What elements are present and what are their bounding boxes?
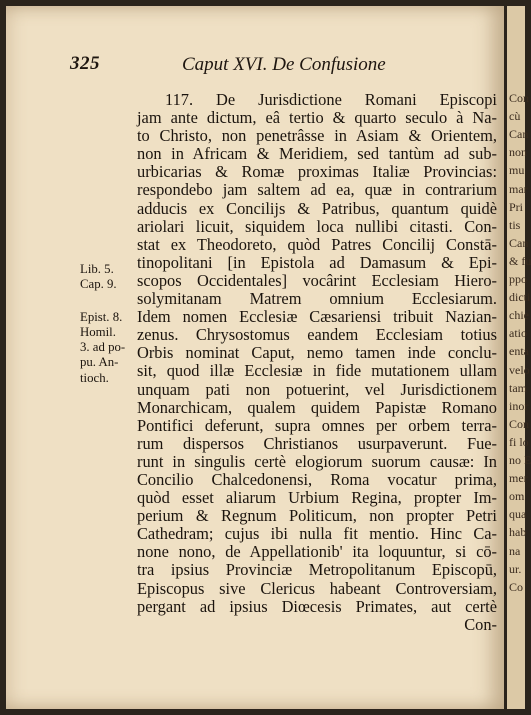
- facing-page-fragment: fi lo: [509, 434, 529, 449]
- body-line: solymitanam Matrem omnium Ecclesiarum.: [137, 289, 497, 309]
- facing-page-fragment: qua: [509, 507, 527, 522]
- facing-page-fragment: Can: [509, 127, 529, 142]
- body-line: Pontifici deferunt, supra omnes per orbem terra-: [137, 415, 497, 435]
- marginal-note-line: Cap. 9.: [80, 277, 117, 292]
- marginal-notes: [80, 262, 136, 386]
- marginal-note-line: tioch.: [80, 370, 109, 385]
- body-line: rum dispersos Christianos usurpaverunt. Fue-: [137, 433, 497, 453]
- facing-page-fragment: om: [509, 489, 525, 504]
- facing-page-fragment: Pri: [509, 199, 524, 214]
- body-line: non in Africam & Meridiem, sed tantùm ad sub-: [137, 144, 497, 164]
- facing-page-fragment: Con: [509, 91, 530, 105]
- facing-page-fragment: enta: [509, 344, 529, 359]
- body-line: Episcopus sive Clericus habeant Controversiam,: [137, 578, 497, 598]
- book-page: [6, 6, 504, 709]
- facing-page-fragment: ppo: [509, 272, 527, 286]
- facing-page-fragment: hab: [509, 525, 527, 540]
- body-line: Orbis nominat Caput, nemo tamen inde conclu-: [137, 343, 497, 363]
- facing-page-fragment: velo: [509, 362, 530, 377]
- facing-page-edge: [507, 6, 531, 709]
- body-line: to Christo, non penetrâsse in Asiam & Orientem,: [137, 126, 497, 146]
- facing-page-fragment: Co: [509, 579, 524, 594]
- running-head: [64, 53, 486, 81]
- marginal-note-line: Homil.: [80, 324, 116, 339]
- marginal-note-line: Lib. 5.: [80, 262, 114, 276]
- body-line: stat ex Theodoreto, quòd Patres Concilij Constā-: [137, 234, 497, 254]
- facing-page-fragment: mar: [509, 181, 528, 196]
- body-line: Monarchicam, qualem quidem Papistæ Romano: [137, 397, 497, 417]
- facing-page-fragment: inor: [509, 398, 529, 413]
- body-line: scopos Occidentales] vocârint Ecclesiam Hiero-: [137, 270, 497, 290]
- facing-page-fragment: & fu: [509, 253, 531, 268]
- marginal-note-line: Epist. 8.: [80, 309, 123, 324]
- facing-page-fragment: tis: [509, 217, 521, 232]
- marginal-note-line: pu. An-: [80, 355, 119, 370]
- body-line: respondebo jam saltem ad ea, quæ in contrarium: [137, 180, 497, 200]
- facing-page-fragment: chie: [509, 308, 529, 323]
- body-line: adducis ex Concilijs & Patribus, quantum quidè: [137, 198, 497, 218]
- facing-page-fragment: atio: [509, 326, 527, 341]
- body-line: jam ante dictum, eâ tertio & quarto seculo à Na-: [137, 108, 497, 128]
- facing-page-fragment: mer: [509, 471, 528, 486]
- facing-page-fragment: mu: [509, 163, 525, 178]
- body-line: sit, quod illæ Ecclesiæ in fide mutationem ullam: [137, 361, 497, 381]
- body-line: unquam pati non potuerint, vel Jurisdictionem: [137, 379, 497, 399]
- body-line: Idem nomen Ecclesiæ Cæsariensi tribuit Nazian-: [137, 307, 497, 327]
- facing-page-fragment: Can: [509, 235, 529, 250]
- marginal-note-line: 3. ad po-: [80, 340, 126, 355]
- body-line: Cathedram; cujus ibi nulla fit mentio. Hinc Ca-: [137, 524, 497, 544]
- facing-page-fragment: no E: [509, 453, 531, 467]
- facing-page-fragment: ur.: [509, 561, 522, 576]
- body-line: urbicarias & Romæ proximas Italiæ Provincias:: [137, 162, 497, 182]
- facing-page-fragment: dicti: [509, 290, 531, 305]
- body-line: quòd esset aliarum Urbium Regina, propter Im-: [137, 488, 497, 508]
- facing-page-fragment: tam: [509, 380, 527, 395]
- body-line: zenus. Chrysostomus eandem Ecclesiam totius: [137, 325, 497, 345]
- facing-page-fragment: non: [509, 145, 527, 160]
- facing-page-fragment: Con: [509, 416, 530, 431]
- body-line: ariolari licuit, siquidem loca nullibi citasti. Con-: [137, 216, 497, 236]
- facing-page-fragment: na: [509, 543, 521, 558]
- body-line: none nono, de Appellationib' ita loquuntur, si cō-: [137, 542, 497, 562]
- body-text: [137, 91, 497, 634]
- body-line: perium & Regnum Politicum, non propter Petri: [137, 506, 497, 526]
- facing-page-fragment: cù: [509, 109, 521, 124]
- body-line: 117. De Jurisdictione Romani Episcopi: [165, 90, 497, 109]
- body-line: runt in singulis certè elogiorum suorum causæ: In: [137, 451, 497, 471]
- page-number: 325: [70, 53, 100, 74]
- body-line: tinopolitani [in Epistola ad Damasum & Epi-: [137, 252, 497, 272]
- body-line: Concilio Chalcedonensi, Roma vocatur prima,: [137, 469, 497, 489]
- body-line: tra ipsius Provinciæ Metropolitanum Episcopū,: [137, 560, 497, 580]
- chapter-title: Caput XVI. De Confusione: [182, 54, 386, 75]
- catchword: Con-: [464, 614, 497, 634]
- body-line: pergant ad ipsius Diœcesis Primates, aut certè: [137, 596, 497, 616]
